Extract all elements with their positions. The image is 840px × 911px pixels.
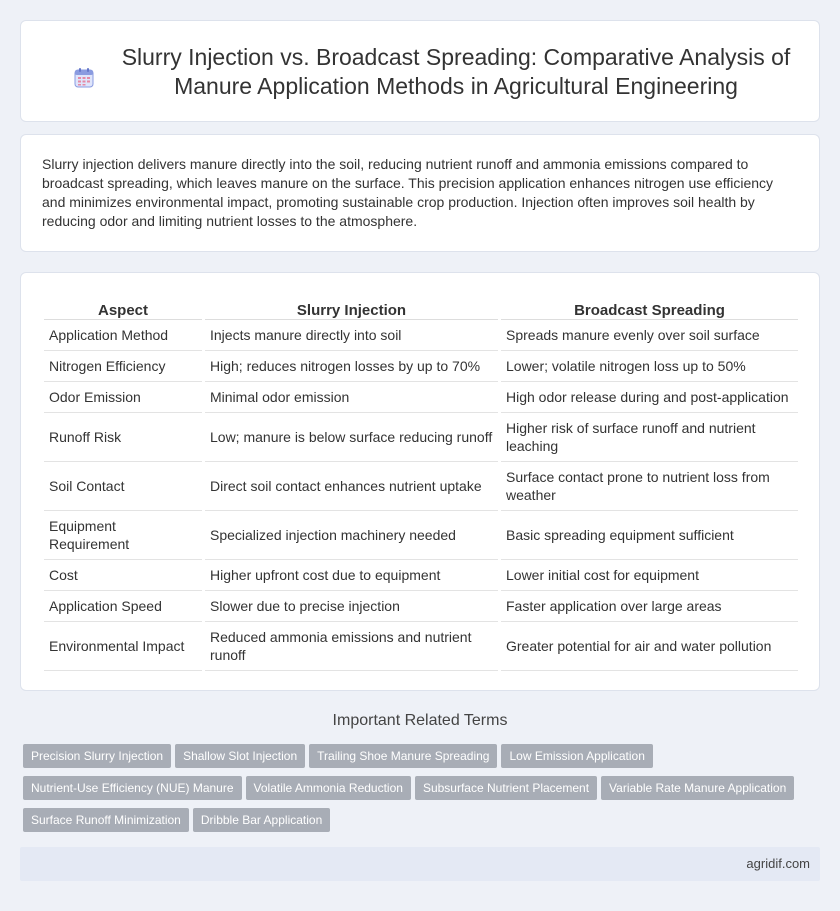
- table-cell: Direct soil contact enhances nutrient uptake: [205, 462, 498, 511]
- tag-link[interactable]: Shallow Slot Injection: [175, 744, 305, 768]
- header-aspect: Aspect: [44, 293, 202, 320]
- tag-link[interactable]: Precision Slurry Injection: [23, 744, 171, 768]
- table-cell: Lower; volatile nitrogen loss up to 50%: [501, 351, 798, 382]
- table-cell: Higher risk of surface runoff and nutrient leaching: [501, 413, 798, 462]
- table-cell: Application Method: [44, 320, 202, 351]
- tag-link[interactable]: Variable Rate Manure Application: [601, 776, 794, 800]
- table-header-row: [44, 293, 798, 320]
- table-cell: Injects manure directly into soil: [205, 320, 498, 351]
- related-terms-tags: [23, 744, 823, 840]
- footer-bar: [20, 847, 820, 881]
- table-cell: Low; manure is below surface reducing runoff: [205, 413, 498, 462]
- page-title: Slurry Injection vs. Broadcast Spreading: Comparative Analysis of Manure Application Methods in Agricultural Engineering: [121, 44, 791, 99]
- table-cell: Odor Emission: [44, 382, 202, 413]
- tag-link[interactable]: Trailing Shoe Manure Spreading: [309, 744, 497, 768]
- table-cell: High odor release during and post-application: [501, 382, 798, 413]
- table-cell: Specialized injection machinery needed: [205, 511, 498, 560]
- table-cell: Lower initial cost for equipment: [501, 560, 798, 591]
- comparison-table-card: [20, 272, 820, 691]
- comparison-table: [41, 293, 801, 671]
- table-cell: Runoff Risk: [44, 413, 202, 462]
- table-row: [44, 351, 798, 382]
- table-cell: Environmental Impact: [44, 622, 202, 671]
- tag-link[interactable]: Subsurface Nutrient Placement: [415, 776, 597, 800]
- table-cell: Reduced ammonia emissions and nutrient runoff: [205, 622, 498, 671]
- table-row: [44, 413, 798, 462]
- intro-paragraph: Slurry injection delivers manure directly into the soil, reducing nutrient runoff and ammonia emissions compared to broadcast spreading, which leaves manure on the surface. This precision application enhances nitrogen use efficiency and minimizes environmental impact, promoting sustainable crop production. Injection often improves soil health by reducing odor and limiting nutrient losses to the atmosphere.: [42, 156, 774, 229]
- table-cell: High; reduces nitrogen losses by up to 70%: [205, 351, 498, 382]
- table-cell: Nitrogen Efficiency: [44, 351, 202, 382]
- table-cell: Slower due to precise injection: [205, 591, 498, 622]
- table-row: [44, 511, 798, 560]
- table-cell: Higher upfront cost due to equipment: [205, 560, 498, 591]
- table-row: [44, 622, 798, 671]
- table-row: [44, 591, 798, 622]
- header-broadcast-spreading: Broadcast Spreading: [501, 293, 798, 320]
- table-cell: Greater potential for air and water pollution: [501, 622, 798, 671]
- table-cell: Soil Contact: [44, 462, 202, 511]
- table-cell: Application Speed: [44, 591, 202, 622]
- calendar-icon: [73, 67, 95, 89]
- table-cell: Basic spreading equipment sufficient: [501, 511, 798, 560]
- header-slurry-injection: Slurry Injection: [205, 293, 498, 320]
- table-row: [44, 382, 798, 413]
- table-row: [44, 462, 798, 511]
- title-card: [20, 20, 820, 122]
- table-cell: Minimal odor emission: [205, 382, 498, 413]
- footer-site-link[interactable]: agridif.com: [746, 856, 810, 871]
- intro-card: [20, 134, 820, 252]
- tag-link[interactable]: Nutrient-Use Efficiency (NUE) Manure: [23, 776, 242, 800]
- table-cell: Equipment Requirement: [44, 511, 202, 560]
- table-cell: Surface contact prone to nutrient loss from weather: [501, 462, 798, 511]
- table-row: [44, 560, 798, 591]
- tag-link[interactable]: Surface Runoff Minimization: [23, 808, 189, 832]
- table-cell: Cost: [44, 560, 202, 591]
- tag-link[interactable]: Low Emission Application: [501, 744, 652, 768]
- table-cell: Spreads manure evenly over soil surface: [501, 320, 798, 351]
- related-terms-title: Important Related Terms: [332, 712, 508, 729]
- table-cell: Faster application over large areas: [501, 591, 798, 622]
- tag-link[interactable]: Dribble Bar Application: [193, 808, 330, 832]
- tag-link[interactable]: Volatile Ammonia Reduction: [246, 776, 411, 800]
- table-row: [44, 320, 798, 351]
